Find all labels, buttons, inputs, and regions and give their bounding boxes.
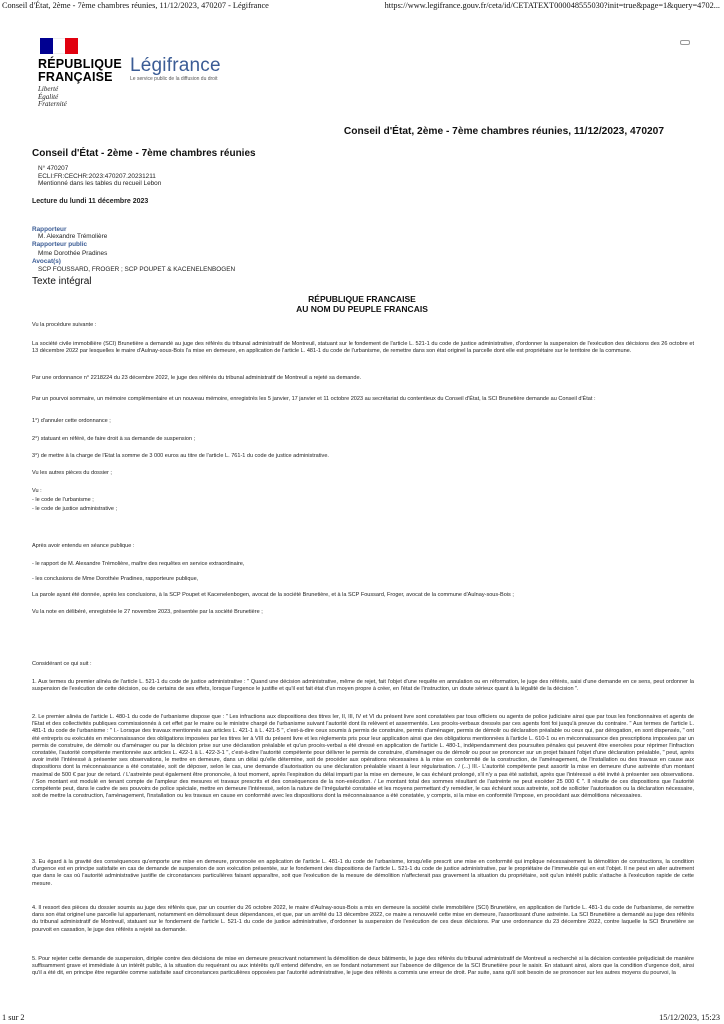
paragraph: - le code de l'urbanisme ; xyxy=(32,497,94,503)
print-timestamp: 15/12/2023, 15:23 xyxy=(659,1013,720,1022)
paragraph: Par un pourvoi sommaire, un mémoire complémentaire et un nouveau mémoire, enregistrés les 5 janvier, 17 janvier et 11 octobre 2023 au secrétariat du contentieux du Conseil d'État, la SCI Brunetière demande au Conseil d'État : xyxy=(32,396,596,402)
paragraph: Vu les autres pièces du dossier ; xyxy=(32,470,112,476)
rapporteur-public-label: Rapporteur public xyxy=(32,241,88,248)
court-title: Conseil d'État - 2ème - 7ème chambres réunies xyxy=(32,148,256,159)
decision-number: N° 470207 xyxy=(38,165,69,172)
paragraph: Considérant ce qui suit : xyxy=(32,661,92,667)
people-heading: AU NOM DU PEUPLE FRANCAIS xyxy=(296,304,428,314)
paragraph: Vu la note en délibéré, enregistrée le 27 novembre 2023, présentée par la société Brunetière ; xyxy=(32,609,263,615)
print-header-url: https://www.legifrance.gouv.fr/ceta/id/CETATEXT000048555030?init=true&page=1&query=4702... xyxy=(384,1,720,10)
rapporteur-label: Rapporteur xyxy=(32,226,67,233)
paragraph: - le code de justice administrative ; xyxy=(32,506,118,512)
marianne-flag-icon xyxy=(40,38,78,54)
republic-motto: Liberté Égalité Fraternité xyxy=(38,85,67,108)
paragraph: 2°) statuant en référé, de faire droit à sa demande de suspension ; xyxy=(32,436,196,442)
paragraph: Par une ordonnance n° 2218224 du 23 décembre 2022, le juge des référés du tribunal administratif de Montreuil a rejeté sa demande. xyxy=(32,375,362,381)
print-footer xyxy=(2,1012,720,1022)
print-header-title: Conseil d'État, 2ème - 7ème chambres réunies, 11/12/2023, 470207 - Légifrance xyxy=(2,1,269,10)
rapporteur-public-value: Mme Dorothée Pradines xyxy=(38,250,108,257)
full-text-heading: Texte intégral xyxy=(32,276,92,287)
avocats-value: SCP FOUSSARD, FROGER ; SCP POUPET & KACENELENBOGEN xyxy=(38,266,236,273)
reading-date: Lecture du lundi 11 décembre 2023 xyxy=(32,198,149,205)
page-title: Conseil d'État, 2ème - 7ème chambres réunies, 11/12/2023, 470207 xyxy=(343,126,664,137)
paragraph: 1°) d'annuler cette ordonnance ; xyxy=(32,418,111,424)
print-header xyxy=(2,1,720,11)
paragraph: - les conclusions de Mme Dorothée Pradines, rapporteure publique, xyxy=(32,576,199,582)
decision-ecli: ECLI:FR:CECHR:2023:470207.20231211 xyxy=(38,172,156,180)
avocats-label: Avocat(s) xyxy=(32,258,61,265)
legifrance-tagline: Le service public de la diffusion du droit xyxy=(130,76,218,82)
republic-heading: RÉPUBLIQUE FRANCAISE xyxy=(308,294,416,304)
decision-metadata xyxy=(38,165,161,188)
rapporteur-value: M. Alexandre Trémolière xyxy=(38,233,108,240)
paragraph: Vu la procédure suivante : xyxy=(32,322,97,328)
paragraph: Après avoir entendu en séance publique : xyxy=(32,543,135,549)
paragraph: - le rapport de M. Alexandre Trémolière, maître des requêtes en service extraordinaire, xyxy=(32,561,245,567)
paragraph: 3. Eu égard à la gravité des conséquences qu'emporte une mise en demeure, prononcée en application de l'article L. 481-1 du code de l'urbanisme, lorsqu'elle prescrit une mise en conformité qui implique nécessairement la démolition de constructions, la condition d'urgence est en principe satisfaite en cas de demande de suspension de son exécution présentée, sur le fondement des dispositions de l'article L. 521-1 du code de justice administrative, par le propriétaire de l'immeuble qui en est l'objet. Il ne peut en aller autrement que dans le cas où l'autorité administrative justifie de circonstances particulières faisant apparaître, soit que l'exécution de la mesure de démolition n'affecterait pas gravement la situation du propriétaire, soit qu'un intérêt public s'attache à l'exécution rapide de cette mesure. xyxy=(32,859,694,887)
decision-mention: Mentionné dans les tables du recueil Lebon xyxy=(38,180,162,188)
page-count: 1 sur 2 xyxy=(2,1013,25,1022)
paragraph: 5. Pour rejeter cette demande de suspension, dirigée contre des décisions de mise en demeure prescrivant notamment la démolition de deux bâtiments, le juge des référés du tribunal administratif de Montreuil a recherché si la décision contestée préjudiciait de manière suffisamment grave et immédiate à un intérêt public, à la situation du requérant ou aux intérêts qu'il entend défendre, en se fondant notamment sur l'absence de diligence de la SCI Brunetière pour le saisir. En statuant ainsi, alors que la condition d'urgence doit, ainsi qu'il a été dit, en principe être regardée comme satisfaite sauf circonstances particulières opposées par l'autorité administrative, le juge des référés a commis une erreur de droit. Par suite, sans qu'il soit besoin de se prononcer sur les autres moyens du pourvoi, la xyxy=(32,956,694,977)
menu-toggle-icon[interactable] xyxy=(680,40,690,45)
paragraph: 2. Le premier alinéa de l'article L. 480-1 du code de l'urbanisme dispose que : " Les infractions aux dispositions des titres Ier, II, III, IV et VI du présent livre sont constatées par tous officiers ou agents de police judiciaire ainsi que par tous les fonctionnaires et agents de l'Etat et des collectivités publiques commissionnés à cet effet par le maire ou le ministre chargé de l'urbanisme suivant l'autorité dont ils relèvent et assermentés. Les procès-verbaux dressés par ces agents font foi jusqu'à preuve du contraire. " Aux termes de l'article L. 481-1 du code de l'urbanisme : " I.- Lorsque des travaux mentionnés aux articles L. 421-1 à L. 421-5 ", c'est-à-dire ceux soumis à permis de construire, permis d'aménager, permis de démolir ou déclaration préalable ou ceux qui, par dérogation, en sont dispensés, " ont été entrepris ou exécutés en méconnaissance des obligations imposées par les titres Ier à VIII du présent livre et les règlements pris pour leur application ainsi que des obligations mentionnées à l'article L. 610-1 ou en méconnaissance des prescriptions imposées par un permis de construire, de démolir ou d'aménager ou par la décision prise sur une déclaration préalable et qu'un procès-verbal a été dressé en application de l'article L. 480-1, indépendamment des poursuites pénales qui peuvent être exercées pour réprimer l'infraction constatée, l'autorité compétente mentionnée aux articles L. 422-1 à L. 422-3-1 ", c'est-à-dire l'autorité compétente pour délivrer le permis de construire, d'aménager ou de démolir ou pour se prononcer sur un projet faisant l'objet d'une déclaration préalable, " peut, après avoir invité l'intéressé à présenter ses observations, le mettre en demeure, dans un délai qu'elle détermine, soit de procéder aux opérations nécessaires à la mise en conformité de la construction, de l'aménagement, de l'installation ou des travaux en cause aux dispositions dont la méconnaissance a été constatée, soit de déposer, selon le cas, une demande d'autorisation ou une déclaration préalable visant à leur régularisation. / (...) III.- L'autorité compétente peut assortir la mise en demeure d'une astreinte d'un montant maximal de 500 € par jour de retard. / L'astreinte peut également être prononcée, à tout moment, après l'expiration du délai imparti par la mise en demeure, le cas échéant prolongé, s'il n'y a pas été satisfait, après que l'intéressé a été invité à présenter ses observations. / Son montant est modulé en tenant compte de l'ampleur des mesures et travaux prescrits et des conséquences de la non-exécution. / Le montant total des sommes résultant de l'astreinte ne peut excéder 25 000 € ". Il résulte de ces dispositions que l'autorité compétente peut, dans le cadre de ses pouvoirs de police spéciale, mettre en demeure l'intéressé, selon la nature de l'irrégularité constatée et les moyens permettant d'y remédier, le cas échéant sous astreinte, soit de solliciter l'autorisation ou la déclaration nécessaire, soit de mettre la construction, l'aménagement, l'installation ou les travaux en cause en conformité avec les dispositions dont la méconnaissance a été constatée, y compris, si la mise en conformité l'impose, en procédant aux démolitions nécessaires. xyxy=(32,714,694,800)
paragraph: La société civile immobilière (SCI) Brunetière a demandé au juge des référés du tribunal administratif de Montreuil, statuant sur le fondement de l'article L. 521-1 du code de justice administrative, d'ordonner la suspension de l'exécution des décisions des 26 octobre et 13 décembre 2022 par lesquelles le maire d'Aulnay-sous-Bois l'a mise en demeure, en application de l'article L. 481-1 du code de l'urbanisme, de remettre dans son état originel la parcelle dont elle est propriétaire sur le territoire de la commune. xyxy=(32,341,694,355)
rf-line2: FRANÇAISE xyxy=(38,70,113,84)
paragraph: Vu : xyxy=(32,488,42,494)
paragraph: 1. Aux termes du premier alinéa de l'article L. 521-1 du code de justice administrative : " Quand une décision administrative, même de rejet, fait l'objet d'une requête en annulation ou en réformation, le juge des référés, saisi d'une demande en ce sens, peut ordonner la suspension de l'exécution de cette décision, ou de certains de ses effets, lorsque l'urgence le justifie et qu'il est fait état d'un moyen propre à créer, en l'état de l'instruction, un doute sérieux quant à la légalité de la décision ". xyxy=(32,679,694,693)
paragraph: 4. Il ressort des pièces du dossier soumis au juge des référés que, par un courrier du 26 octobre 2022, le maire d'Aulnay-sous-Bois a mis en demeure la société civile immobilière (SCI) Brunetière, en application de l'article L. 481-1 du code de l'urbanisme, de remettre dans son état originel une parcelle lui appartenant, notamment en démolissant deux dépendances, et que, par un arrêté du 13 décembre 2022, ce maire a renouvelé cette mise en demeure, l'assortissant d'une astreinte. La SCI Brunetière a demandé au juge des référés du tribunal administratif de Montreuil, statuant sur le fondement de l'article L. 521-1 du code de justice administrative, d'ordonner la suspension de l'exécution de ces deux décisions. Par une ordonnance du 23 décembre 2022, contre laquelle la SCI Brunetière se pourvoit en cassation, le juge des référés a rejeté sa demande. xyxy=(32,905,694,933)
legifrance-wordmark: Légifrance xyxy=(130,55,221,76)
paragraph: La parole ayant été donnée, après les conclusions, à la SCP Poupet et Kacenelenbogen, avocat de la société Brunetière, et à la SCP Foussard, Froger, avocat de la commune d'Aulnay-sous-Bois ; xyxy=(32,592,514,598)
paragraph: 3°) de mettre à la charge de l'Etat la somme de 3 000 euros au titre de l'article L. 761-1 du code de justice administrative. xyxy=(32,453,329,459)
rf-line1: RÉPUBLIQUE xyxy=(38,57,122,71)
